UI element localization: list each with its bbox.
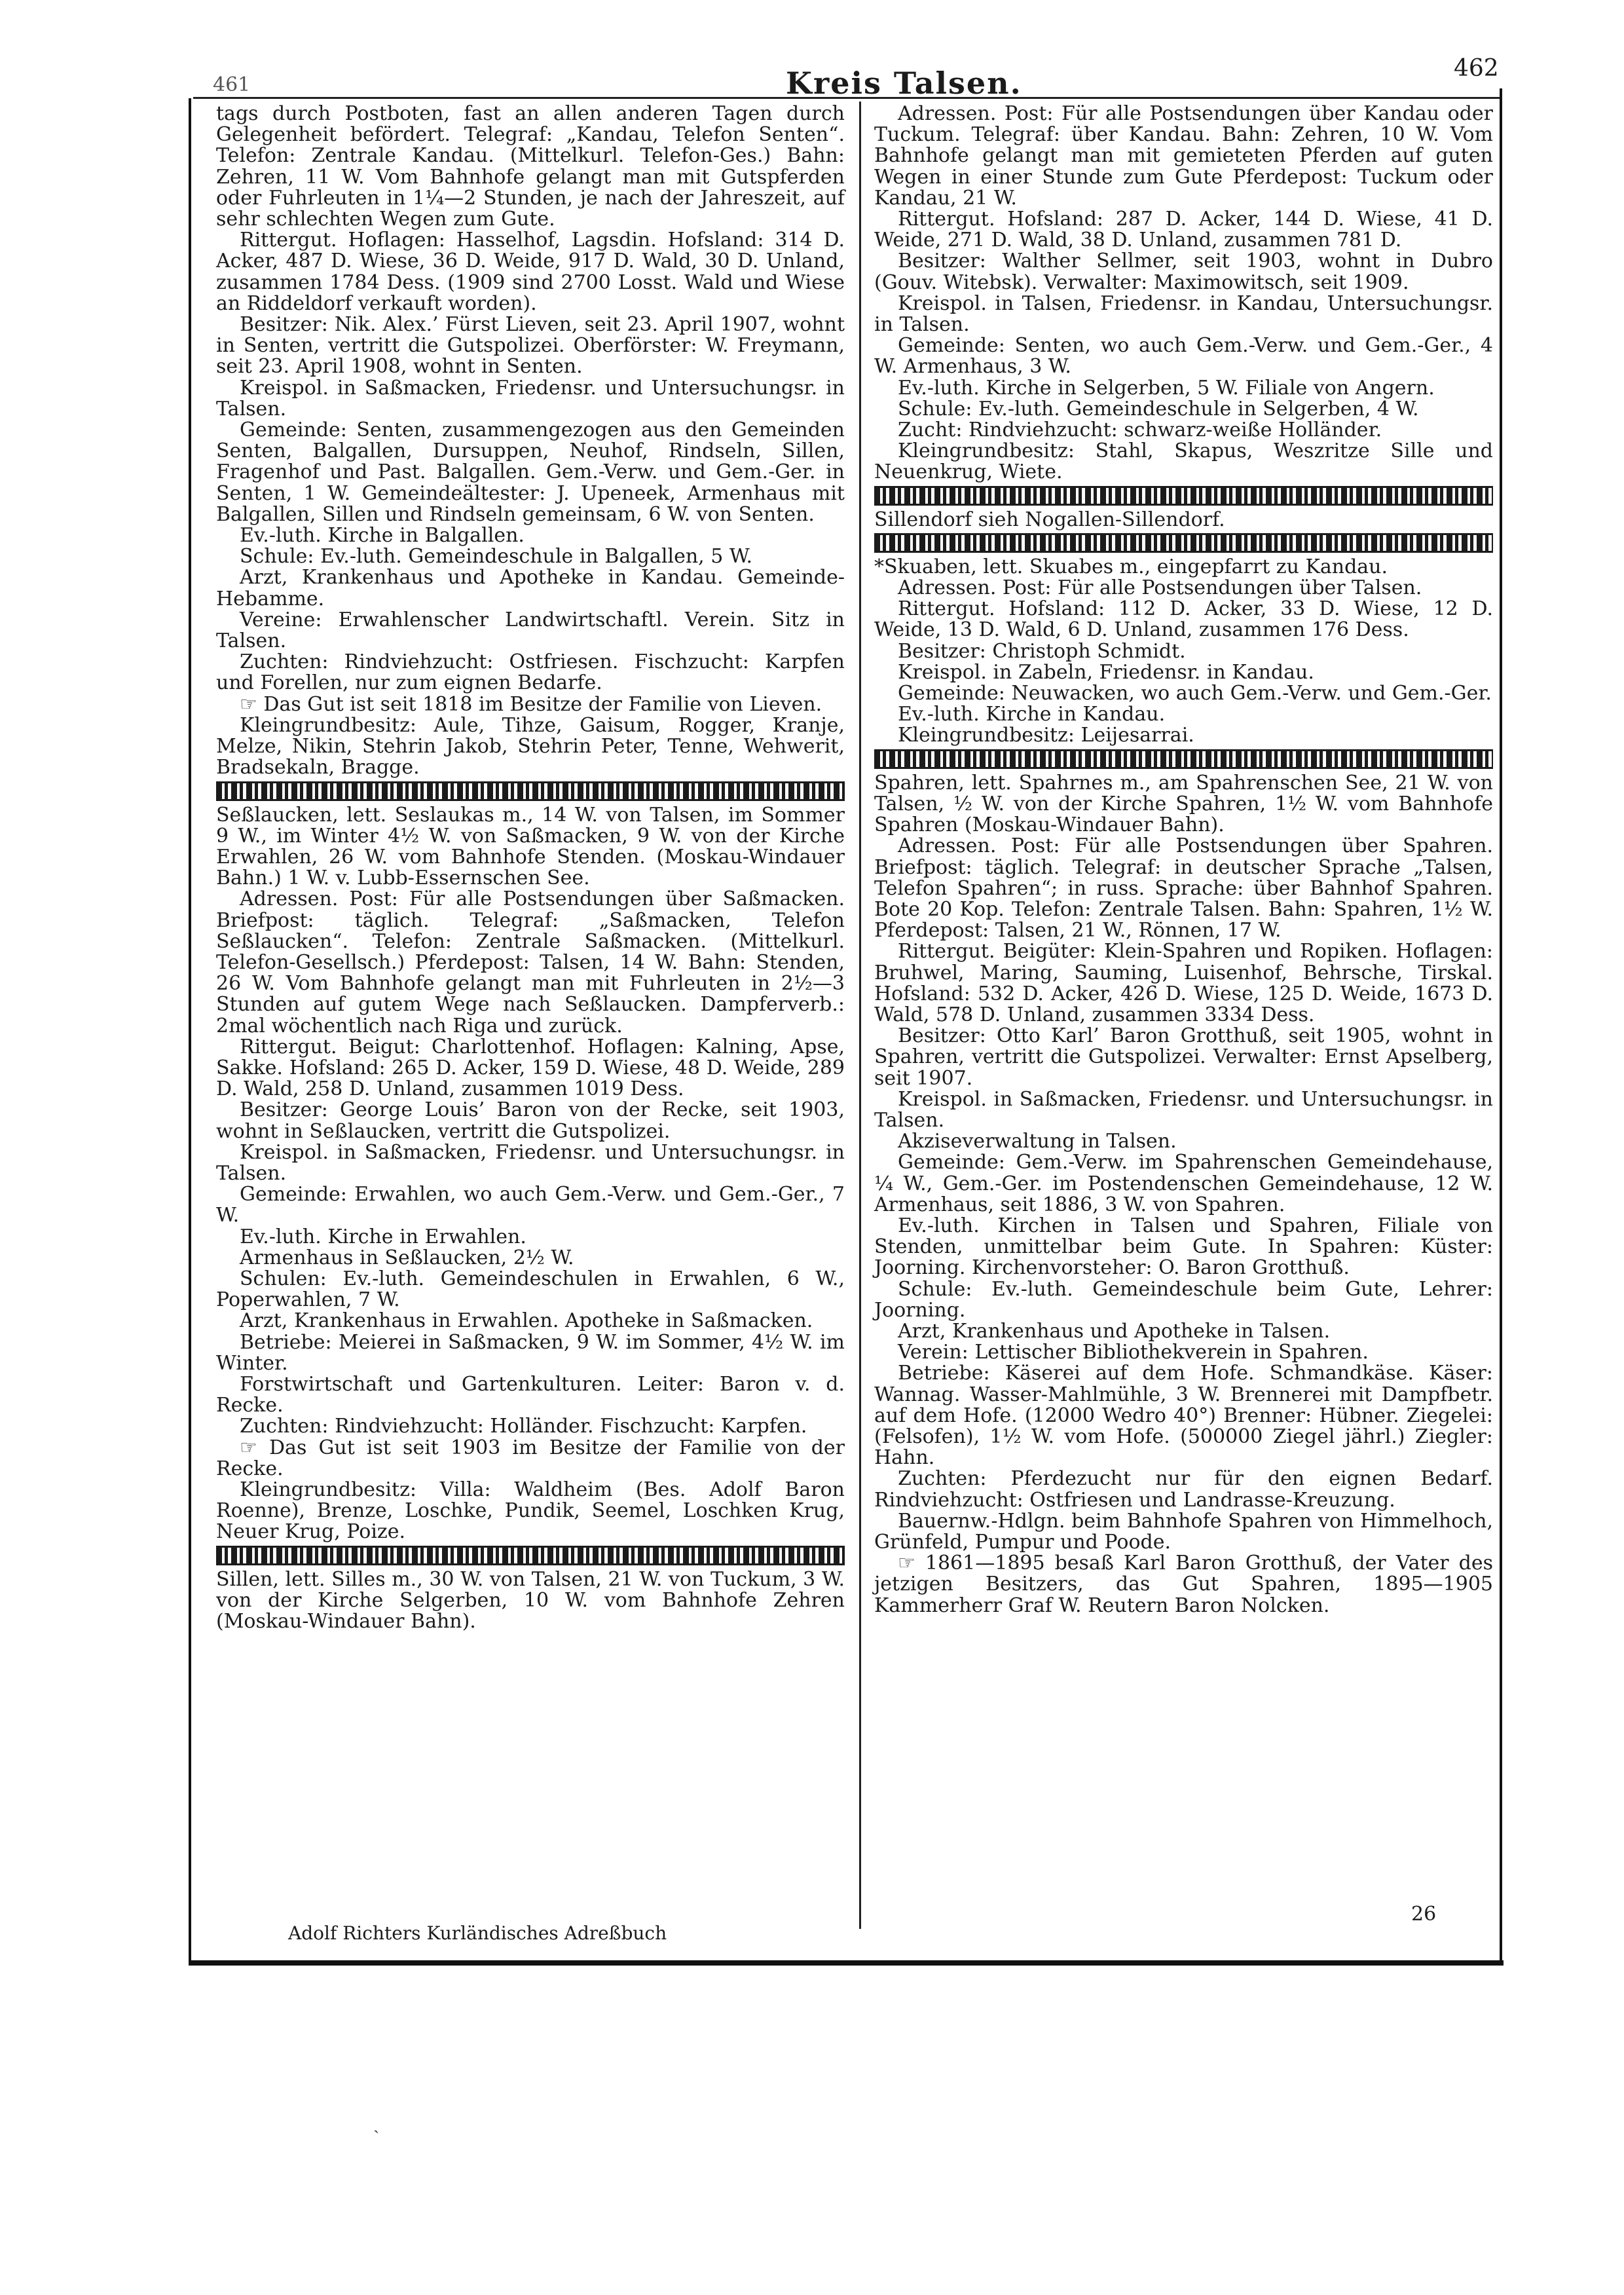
entry-paragraph: ☞ Das Gut ist seit 1903 im Besitze der Familie von der Recke.	[216, 1436, 845, 1480]
entry-paragraph: Armenhaus in Seßlaucken, 2½ W.	[240, 1246, 574, 1269]
entry-paragraph: Kreispol. in Saßmacken, Friedensr. und Untersuchungsr. in Talsen.	[216, 376, 845, 420]
entry-paragraph: Kleingrundbesitz: Leijesarrai.	[898, 724, 1194, 747]
entry-paragraph: Kleingrundbesitz: Stahl, Skapus, Weszritze Sille und Neuenkrug, Wiete.	[874, 439, 1493, 484]
entry-paragraph: Rittergut. Hofsland: 112 D. Acker, 33 D. Wiese, 12 D. Weide, 13 D. Wald, 6 D. Unland, zusammen 176 Dess.	[874, 597, 1493, 642]
entry-paragraph: Besitzer: Walther Sellmer, seit 1903, wohnt in Dubro (Gouv. Witebsk). Verwalter: Maximowitsch, seit 1909.	[874, 250, 1493, 294]
ornament-divider	[216, 781, 845, 801]
entry-paragraph: Zuchten: Rindviehzucht: Ostfriesen. Fischzucht: Karpfen und Forellen, nur zum eignen Bedarfe.	[216, 650, 845, 695]
publisher-footer: Adolf Richters Kurländisches Adreßbuch	[288, 1922, 667, 1944]
entry-paragraph: Besitzer: Nik. Alex.’ Fürst Lieven, seit 23. April 1907, wohnt in Senten, vertritt die Gutspolizei. Oberförster: W. Freymann, seit 23. April 1908, wohnt in Senten.	[216, 313, 845, 379]
entry-paragraph: Schulen: Ev.-luth. Gemeindeschulen in Erwahlen, 6 W., Poperwahlen, 7 W.	[216, 1267, 845, 1312]
ornament-divider	[874, 486, 1493, 506]
entry-paragraph: Ev.-luth. Kirche in Kandau.	[898, 703, 1166, 726]
entry-paragraph: Gemeinde: Erwahlen, wo auch Gem.-Verw. und Gem.-Ger., 7 W.	[216, 1183, 845, 1227]
entry-paragraph: Arzt, Krankenhaus und Apotheke in Kandau. Gemeinde-Hebamme.	[216, 566, 845, 610]
bottom-frame-line	[189, 1960, 1504, 1966]
entry-heading-sillen: Sillen, lett. Silles m., 30 W. von Talsen, 21 W. von Tuckum, 3 W. von der Kirche Selgerben, 10 W. vom Bahnhofe Zehren (Moskau-Windauer Bahn).	[216, 1567, 845, 1633]
entry-paragraph: Verein: Lettischer Bibliothekverein in Spahren.	[898, 1341, 1369, 1364]
entry-paragraph: Zuchten: Pferdezucht nur für den eignen Bedarf. Rindviehzucht: Ostfriesen und Landrasse-Kreuzung.	[874, 1467, 1493, 1512]
entry-paragraph: Gemeinde: Neuwacken, wo auch Gem.-Verw. und Gem.-Ger.	[898, 682, 1492, 705]
entry-paragraph: Vereine: Erwahlenscher Landwirtschaftl. Verein. Sitz in Talsen.	[216, 608, 845, 653]
entry-paragraph: Kreispol. in Zabeln, Friedensr. in Kandau.	[898, 660, 1314, 684]
entry-paragraph: Adressen. Post: Für alle Postsendungen über Kandau oder Tuckum. Telegraf: über Kandau. Bahn: Zehren, 10 W. Vom Bahnhofe gelangt man mit gemieteten Pferden auf guten Wegen in einer Stunde zum Gute Pferdepost: Tuckum oder Kandau, 21 W.	[874, 102, 1493, 210]
entry-paragraph: Ev.-luth. Kirche in Selgerben, 5 W. Filiale von Angern.	[898, 376, 1435, 400]
entry-paragraph: Kreispol. in Talsen, Friedensr. in Kandau, Untersuchungsr. in Talsen.	[874, 291, 1493, 337]
entry-paragraph: Schule: Ev.-luth. Gemeindeschule in Balgallen, 5 W.	[240, 545, 752, 569]
left-column	[216, 103, 845, 1632]
entry-paragraph: Zuchten: Rindviehzucht: Holländer. Fischzucht: Karpfen.	[240, 1415, 807, 1438]
entry-heading-sesslaucken: Seßlaucken, lett. Seslaukas m., 14 W. von Talsen, im Sommer 9 W., im Winter 4½ W. von Saßmacken, 9 W. von der Kirche Erwahlen, 26 W. vom Bahnhofe Stenden. (Moskau-Windauer Bahn.) 1 W. v. Lubb-Essernschen See.	[216, 803, 845, 890]
right-column	[874, 103, 1493, 1616]
entry-paragraph: Kleingrundbesitz: Villa: Waldheim (Bes. Adolf Baron Roenne), Brenze, Loschke, Pundik, Seemel, Loschken Krug, Neuer Krug, Poize.	[216, 1478, 845, 1544]
page-number-left: 461	[213, 73, 251, 96]
signature-number: 26	[1411, 1903, 1437, 1926]
entry-paragraph: Akziseverwaltung in Talsen.	[898, 1130, 1177, 1153]
left-frame-line	[189, 98, 191, 1962]
entry-paragraph: Besitzer: Otto Karl’ Baron Grotthuß, seit 1905, wohnt in Spahren, vertritt die Gutspolizei. Verwalter: Ernst Apselberg, seit 1907.	[874, 1024, 1493, 1090]
entry-paragraph: Besitzer: Christoph Schmidt.	[898, 639, 1186, 663]
ornament-divider	[216, 1546, 845, 1565]
entry-paragraph: Besitzer: George Louis’ Baron von der Recke, seit 1903, wohnt in Seßlaucken, vertritt die Gutspolizei.	[216, 1098, 845, 1143]
entry-paragraph: Arzt, Krankenhaus in Erwahlen. Apotheke in Saßmacken.	[240, 1309, 813, 1333]
entry-paragraph: Rittergut. Hoflagen: Hasselhof, Lagsdin. Hofsland: 314 D. Acker, 487 D. Wiese, 36 D. Weide, 917 D. Wald, 30 D. Unland, zusammen 1784 Dess. (1909 sind 2700 Losst. Wald und Wiese an Riddeldorf verkauft worden).	[216, 229, 845, 315]
entry-paragraph: ☞ Das Gut ist seit 1818 im Besitze der Familie von Lieven.	[240, 692, 822, 716]
entry-heading-sillendorf: Sillendorf sieh Nogallen-Sillendorf.	[874, 508, 1225, 531]
entry-paragraph: Zucht: Rindviehzucht: schwarz-weiße Holländer.	[898, 419, 1382, 442]
entry-paragraph: tags durch Postboten, fast an allen anderen Tagen durch Gelegenheit befördert. Telegraf: „Kandau, Telefon Senten“. Telefon: Zentrale Kandau. (Mittelkurl. Telefon-Ges.) Bahn: Zehren, 11 W. Vom Bahnhofe gelangt man mit Gutspferden oder Fuhrleuten in 1¼—2 Stunden, je nach der Jahreszeit, auf sehr schlechten Wegen zum Gute.	[216, 102, 845, 231]
entry-paragraph: Betriebe: Käserei auf dem Hofe. Schmandkäse. Käser: Wannag. Wasser-Mahlmühle, 3 W. Brennerei mit Dampfbetr. auf dem Hofe. (12000 Wedro 40°) Brenner: Hübner. Ziegelei: (Felsofen), 1½ W. vom Hofe. (500000 Ziegel jährl.) Ziegler: Hahn.	[874, 1362, 1493, 1470]
header-rule	[193, 97, 1500, 99]
entry-paragraph: Kreispol. in Saßmacken, Friedensr. und Untersuchungsr. in Talsen.	[216, 1140, 845, 1185]
entry-paragraph: Rittergut. Hofsland: 287 D. Acker, 144 D. Wiese, 41 D. Weide, 271 D. Wald, 38 D. Unland, zusammen 781 D.	[874, 208, 1493, 252]
entry-paragraph: Arzt, Krankenhaus und Apotheke in Talsen.	[898, 1319, 1331, 1343]
entry-paragraph: Gemeinde: Senten, wo auch Gem.-Verw. und Gem.-Ger., 4 W. Armenhaus, 3 W.	[874, 334, 1493, 379]
entry-paragraph: Gemeinde: Gem.-Verw. im Spahrenschen Gemeindehause, ¼ W., Gem.-Ger. im Postendenschen Gemeindehause, 12 W. Armenhaus, seit 1886, 3 W. von Spahren.	[874, 1151, 1493, 1216]
ornament-divider	[874, 533, 1493, 553]
entry-paragraph: Schule: Ev.-luth. Gemeindeschule in Selgerben, 4 W.	[898, 397, 1419, 420]
entry-paragraph: Kleingrundbesitz: Aule, Tihze, Gaisum, Rogger, Kranje, Melze, Nikin, Stehrin Jakob, Stehrin Peter, Tenne, Wehwerit, Bradsekaln, Bragge.	[216, 713, 845, 779]
entry-heading-spahren: Spahren, lett. Spahrnes m., am Spahrenschen See, 21 W. von Talsen, ½ W. von der Kirche Spahren, 1½ W. vom Bahnhofe Spahren (Moskau-Windauer Bahn).	[874, 771, 1493, 837]
entry-paragraph: Rittergut. Beigut: Charlottenhof. Hoflagen: Kalning, Apse, Sakke. Hofsland: 265 D. Acker, 159 D. Wiese, 48 D. Weide, 289 D. Wald, 258 D. Unland, zusammen 1019 Dess.	[216, 1035, 845, 1101]
entry-paragraph: Adressen. Post: Für alle Postsendungen über Talsen.	[898, 576, 1422, 600]
right-frame-line	[1500, 88, 1502, 1966]
entry-paragraph: Bauernw.-Hdlgn. beim Bahnhofe Spahren von Himmelhoch, Grünfeld, Pumpur und Poode.	[874, 1509, 1493, 1554]
entry-paragraph: Forstwirtschaft und Gartenkulturen. Leiter: Baron v. d. Recke.	[216, 1372, 845, 1417]
running-title: Kreis Talsen.	[786, 65, 1022, 101]
entry-paragraph: Adressen. Post: Für alle Postsendungen über Spahren. Briefpost: täglich. Telegraf: in deutscher Sprache „Talsen, Telefon Spahren“; in russ. Sprache: über Bahnhof Spahren. Bote 20 Kop. Telefon: Zentrale Talsen. Bahn: Spahren, 1½ W. Pferdepost: Talsen, 21 W., Rönnen, 17 W.	[874, 834, 1493, 942]
entry-paragraph: Betriebe: Meierei in Saßmacken, 9 W. im Sommer, 4½ W. im Winter.	[216, 1330, 845, 1375]
entry-paragraph: Ev.-luth. Kirchen in Talsen und Spahren, Filiale von Stenden, unmittelbar beim Gute. In Spahren: Küster: Joorning. Kirchenvorsteher: O. Baron Grotthuß.	[874, 1214, 1493, 1280]
entry-paragraph: Adressen. Post: Für alle Postsendungen über Saßmacken. Briefpost: täglich. Telegraf: „Saßmacken, Telefon Seßlaucken“. Telefon: Zentrale Saßmacken. (Mittelkurl. Telefon-Gesellsch.) Pferdepost: Talsen, 14 W. Bahn: Stenden, 26 W. Vom Bahnhofe gelangt man mit Fuhrleuten in 2½—3 Stunden auf gutem Wege nach Seßlaucken. Dampferverb.: 2mal wöchentlich nach Riga und zurück.	[216, 887, 845, 1037]
entry-paragraph: Ev.-luth. Kirche in Erwahlen.	[240, 1225, 526, 1248]
entry-paragraph: Rittergut. Beigüter: Klein-Spahren und Ropiken. Hoflagen: Bruhwel, Maring, Sauming, Luisenhof, Behrsche, Tirskal. Hofsland: 532 D. Acker, 426 D. Wiese, 125 D. Weide, 1673 D. Wald, 578 D. Unland, zusammen 3334 Dess.	[874, 940, 1493, 1026]
column-divider	[859, 102, 861, 1929]
entry-paragraph: Gemeinde: Senten, zusammengezogen aus den Gemeinden Senten, Balgallen, Dursuppen, Neuhof, Rindseln, Sillen, Fragenhof und Past. Balgallen. Gem.-Verw. und Gem.-Ger. in Senten, 1 W. Gemeindeältester: J. Upeneek, Armenhaus mit Balgallen, Sillen und Rindseln gemeinsam, 6 W. von Senten.	[216, 419, 845, 526]
page-number-right: 462	[1454, 55, 1499, 82]
stray-mark: ˎ	[373, 2112, 380, 2134]
entry-paragraph: Schule: Ev.-luth. Gemeindeschule beim Gute, Lehrer: Joorning.	[874, 1277, 1493, 1322]
entry-paragraph: Ev.-luth. Kirche in Balgallen.	[240, 524, 525, 548]
entry-paragraph: ☞ 1861—1895 besaß Karl Baron Grotthuß, der Vater des jetzigen Besitzers, das Gut Spahren, 1895—1905 Kammerherr Graf W. Reutern Baron Nolcken.	[874, 1552, 1493, 1617]
entry-heading-skuaben: *Skuaben, lett. Skuabes m., eingepfarrt zu Kandau.	[874, 555, 1388, 578]
ornament-divider	[874, 749, 1493, 769]
entry-paragraph: Kreispol. in Saßmacken, Friedensr. und Untersuchungsr. in Talsen.	[874, 1087, 1493, 1132]
